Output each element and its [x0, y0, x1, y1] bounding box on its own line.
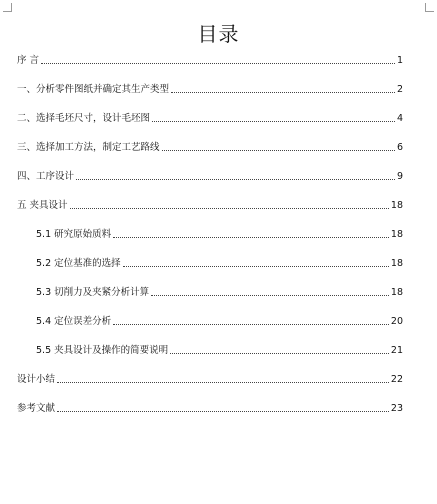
toc-entry-text: 5.4 定位误差分析 — [36, 316, 112, 327]
toc-dot-leader — [171, 92, 395, 93]
toc-entry-text: 一、分析零件图纸并确定其生产类型 — [17, 84, 170, 95]
toc-title: 目录 — [197, 22, 240, 46]
toc-entry-page: 1 — [396, 55, 403, 66]
toc-dot-leader — [113, 237, 389, 238]
toc-entry-text: 5.2 定位基准的选择 — [36, 258, 121, 269]
toc-dot-leader — [70, 208, 389, 209]
toc-entry[interactable] — [17, 141, 403, 154]
toc-entry-page: 18 — [390, 287, 403, 298]
toc-subentry[interactable] — [36, 257, 403, 270]
toc-dot-leader — [123, 266, 389, 267]
toc-dot-leader — [162, 150, 395, 151]
toc-entry-page: 2 — [396, 84, 403, 95]
toc-subentry[interactable] — [36, 228, 403, 241]
toc-dot-leader — [41, 63, 395, 64]
toc-entry-text: 四、工序设计 — [17, 171, 75, 182]
toc-dot-leader — [76, 179, 395, 180]
toc-entry-page: 18 — [390, 258, 403, 269]
toc-dot-leader — [170, 353, 389, 354]
toc-entry-text: 三、选择加工方法，制定工艺路线 — [17, 142, 160, 153]
toc-entry-page: 4 — [396, 113, 403, 124]
toc-entry-page: 18 — [390, 229, 403, 240]
toc-entry-text: 设计小结 — [17, 374, 56, 385]
toc-entry[interactable] — [17, 373, 403, 386]
toc-entry-page: 22 — [390, 374, 403, 385]
toc-entry-page: 9 — [396, 171, 403, 182]
toc-entry-text: 序 言 — [17, 55, 40, 66]
toc-entry-page: 21 — [390, 345, 403, 356]
toc-entry-page: 18 — [390, 200, 403, 211]
toc-entry-page: 6 — [396, 142, 403, 153]
toc-entry[interactable] — [17, 199, 403, 212]
toc-entry[interactable] — [17, 54, 403, 67]
toc-subentry[interactable] — [36, 315, 403, 328]
toc-entry[interactable] — [17, 83, 403, 96]
toc-entry-text: 二、选择毛坯尺寸，设计毛坯图 — [17, 113, 151, 124]
toc-dot-leader — [57, 411, 389, 412]
toc-subentry[interactable] — [36, 344, 403, 357]
toc-entry-text: 五 夹具设计 — [17, 200, 68, 211]
toc-dot-leader — [113, 324, 389, 325]
toc-entry-text: 5.5 夹具设计及操作的简要说明 — [36, 345, 169, 356]
toc-dot-leader — [152, 121, 395, 122]
toc-entry-page: 20 — [390, 316, 403, 327]
toc-entry[interactable] — [17, 112, 403, 125]
toc-entry-text: 参考文献 — [17, 403, 56, 414]
toc-entry-text: 5.1 研究原始质料 — [36, 229, 112, 240]
toc-dot-leader — [151, 295, 389, 296]
toc-entry-page: 23 — [390, 403, 403, 414]
toc-entry[interactable] — [17, 170, 403, 183]
toc-entry-text: 5.3 切削力及夹紧分析计算 — [36, 287, 150, 298]
toc-entry[interactable] — [17, 402, 403, 415]
toc-dot-leader — [57, 382, 389, 383]
toc-subentry[interactable] — [36, 286, 403, 299]
